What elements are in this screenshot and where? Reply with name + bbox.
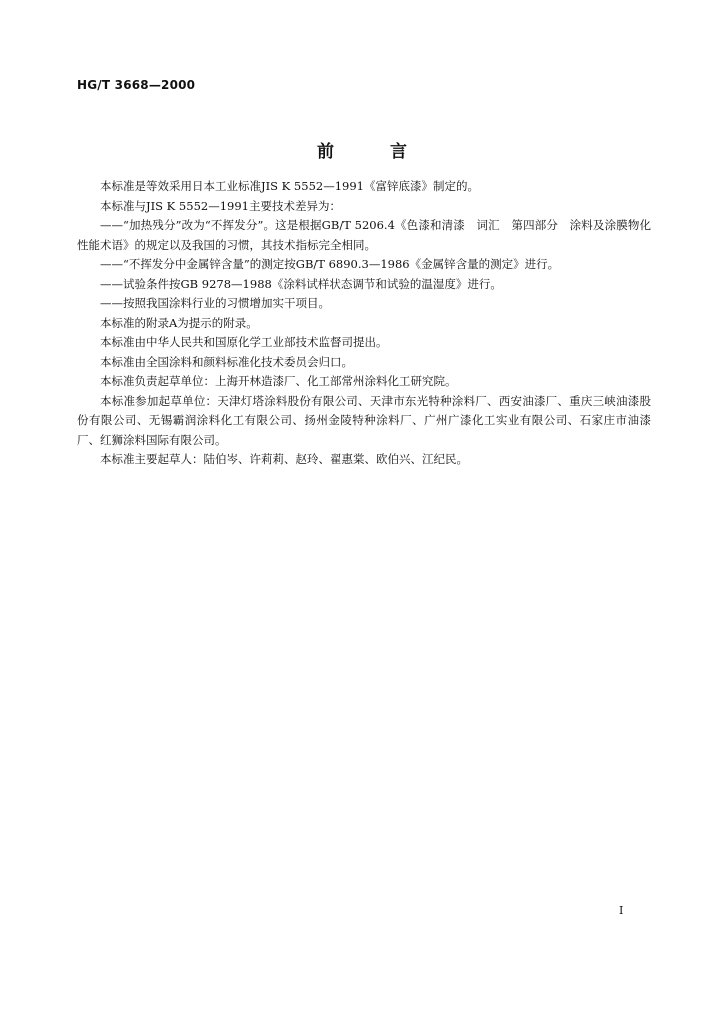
- paragraph: ——试验条件按GB 9278—1988《涂料试样状态调节和试验的温湿度》进行。: [100, 276, 502, 291]
- paragraph: 本标准负责起草单位：上海开林造漆厂、化工部常州涂料化工研究院。: [100, 374, 457, 388]
- paragraph: 本标准参加起草单位：天津灯塔涂料股份有限公司、天津市东光特种涂料厂、西安油漆厂、重庆三峡油漆股份有限公司、无锡霸润涂料化工有限公司、扬州金陵特种涂料厂、广州广漆化工实业有限公司、石家庄市油漆厂、红狮涂料国际有限公司。: [77, 393, 651, 447]
- title-char-2: 言: [390, 142, 407, 162]
- paragraph: ——“不挥发分中金属锌含量”的测定按GB/T 6890.3—1986《金属锌含量的测定》进行。: [100, 257, 560, 271]
- title-char-1: 前: [317, 142, 334, 162]
- standard-number: HG/T 3668—2000: [77, 78, 196, 92]
- foreword-body: [77, 177, 651, 470]
- paragraph: 本标准的附录A为提示的附录。: [100, 315, 258, 330]
- page-number: I: [619, 904, 624, 917]
- paragraph: 本标准是等效采用日本工业标准JIS K 5552—1991《富锌底漆》制定的。: [100, 179, 479, 193]
- paragraph: ——“加热残分”改为“不挥发分”。这是根据GB/T 5206.4《色漆和清漆 词汇 第四部分 涂料及涂膜物化性能术语》的规定以及我国的习惯，其技术指标完全相同。: [77, 218, 651, 252]
- page-title: [0, 137, 724, 162]
- paragraph: ——按照我国涂料行业的习惯增加实干项目。: [100, 296, 330, 310]
- paragraph: 本标准由中华人民共和国原化学工业部技术监督司提出。: [100, 335, 388, 349]
- paragraph: 本标准主要起草人：陆伯岑、许莉莉、赵玲、翟惠棠、欧伯兴、江纪民。: [100, 452, 468, 466]
- paragraph: 本标准由全国涂料和颜料标准化技术委员会归口。: [100, 354, 353, 369]
- paragraph: 本标准与JIS K 5552—1991主要技术差异为：: [100, 198, 341, 213]
